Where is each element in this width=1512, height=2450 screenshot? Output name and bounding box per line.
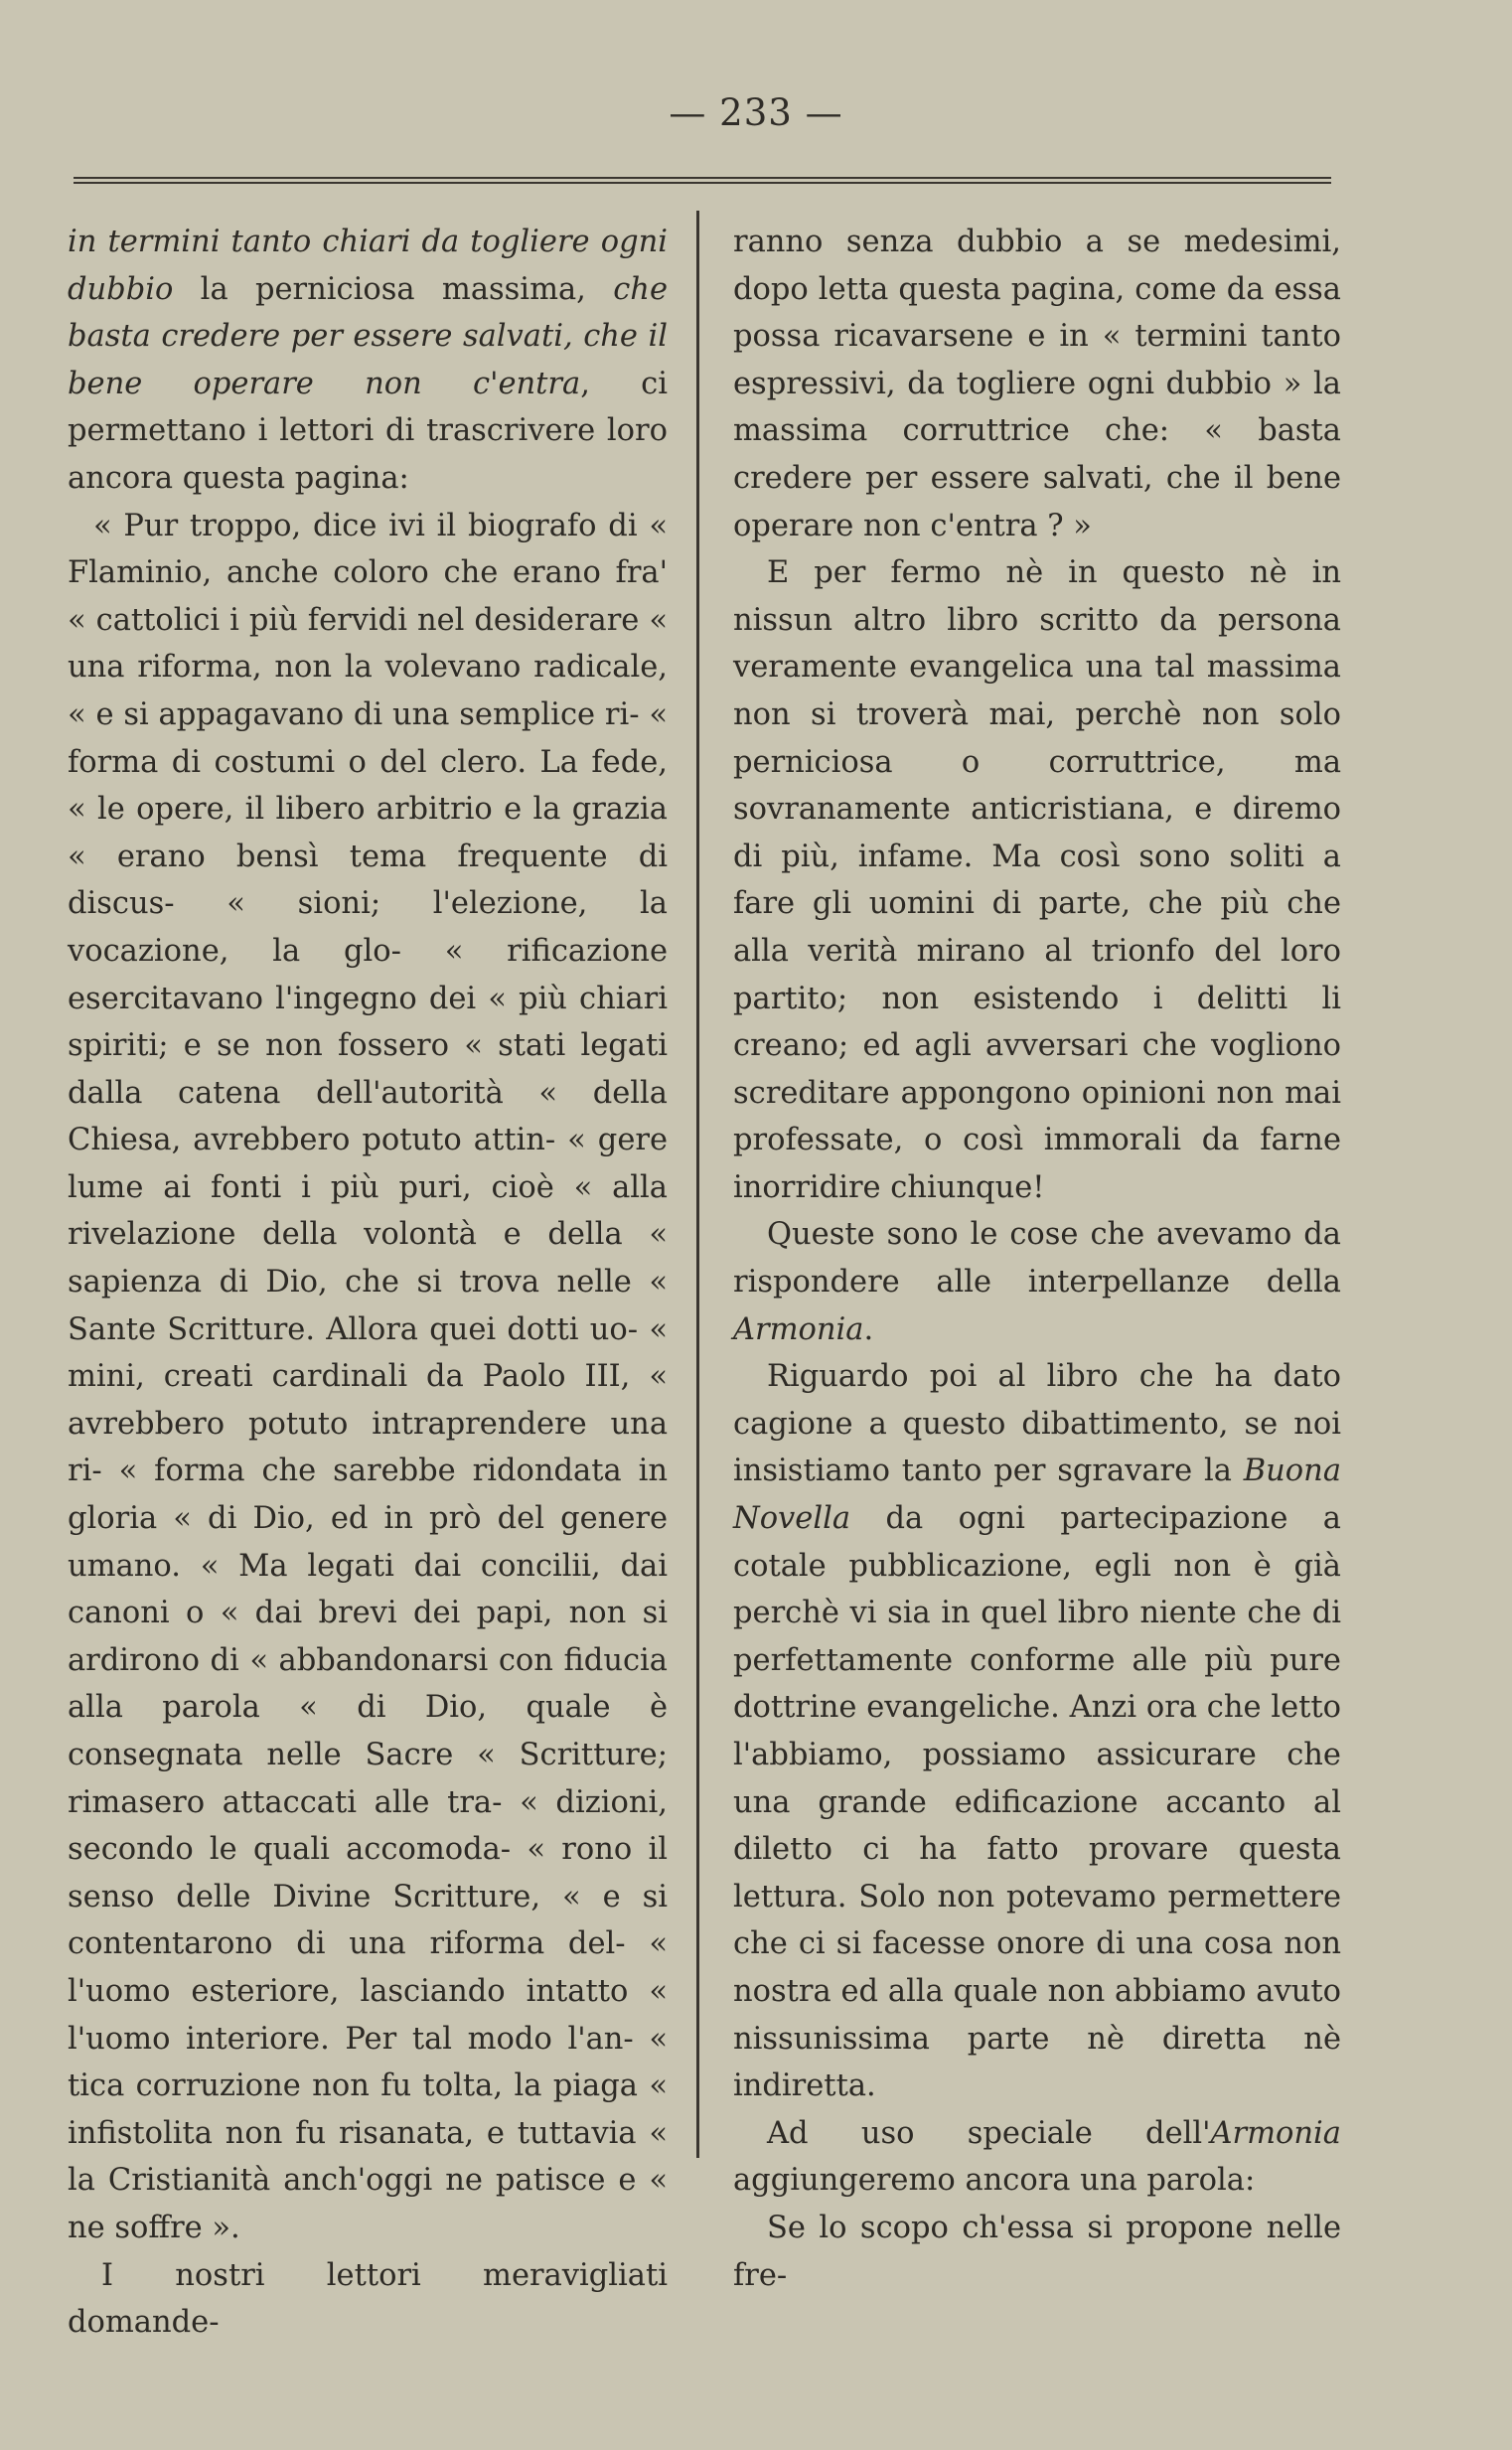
- italic-phrase: Armonia: [733, 1311, 864, 1347]
- left-paragraph-last: I nostri lettori meravigliati domande-: [68, 2257, 668, 2341]
- right-paragraph-2: E per fermo nè in questo nè in nissun altro libro scritto da persona veramente evangelica una tal massima non si troverà mai, perchè non solo perniciosa o corruttrice, ma sovranamente anticristiana, e diremo di più, infame. Ma così sono soliti a fare gli uomini di parte, che più che alla verità mirano al trionfo del loro partito; non esistendo i delitti li creano; ed agli avversari che vogliono screditare appongono opinioni non mai professate, o così immorali da farne inorridire chiunque!: [733, 555, 1341, 1205]
- italic-phrase: Buona Novella: [733, 1454, 1341, 1537]
- right-paragraph-6: Se lo scopo ch'essa si propone nelle fre-: [733, 2210, 1341, 2293]
- left-paragraph-intro: in termini tanto chiari da togliere ogni dubbio la perniciosa massima, che basta credere per essere salvati, che il bene operare non c'entra, ci permettano i lettori di trascrivere loro ancora questa pagina:: [68, 225, 668, 496]
- page-number: — 233 —: [669, 91, 843, 134]
- right-paragraph-5: Ad uso speciale dell'Armonia aggiungeremo ancora una parola:: [733, 2115, 1341, 2199]
- right-paragraph-3: Queste sono le cose che avevamo da rispondere alle interpellanze della Armonia.: [733, 1217, 1341, 1347]
- column-divider: [696, 211, 699, 2158]
- italic-phrase: Armonia: [1210, 2115, 1341, 2151]
- italic-phrase: che basta credere per essere salvati, che il bene operare non c'entra: [68, 271, 668, 401]
- right-paragraph-1: ranno senza dubbio a se medesimi, dopo letta questa pagina, come da essa possa ricavarsene e in « termini tanto espressivi, da togliere ogni dubbio » la massima corruttrice che: « basta credere per essere salvati, che il bene operare non c'entra ? »: [733, 225, 1341, 543]
- right-paragraph-4: Riguardo poi al libro che ha dato cagione a questo dibattimento, se noi insistiamo tanto per sgravare la Buona Novella da ogni partecipazione a cotale pubblicazione, egli non è già perchè vi sia in quel libro niente che di perfettamente conforme alle più pure dottrine evangeliche. Anzi ora che letto l'abbiamo, possiamo assicurare che una grande edificazione accanto al diletto ci ha fatto provare questa lettura. Solo non potevamo permettere che ci si facesse onore di una cosa non nostra ed alla quale non abbiamo avuto nissunissima parte nè diretta nè indiretta.: [733, 1359, 1341, 2104]
- right-column: [733, 219, 1341, 2299]
- left-quote: « Pur troppo, dice ivi il biografo di « Flaminio, anche coloro che erano fra' « cattolici i più fervidi nel desiderare « una riforma, non la volevano radicale, « e si appagavano di una semplice ri- « forma di costumi o del clero. La fede, « le opere, il libero arbitrio e la grazia « erano bensì tema frequente di discus- « sioni; l'elezione, la vocazione, la glo- « rificazione esercitavano l'ingegno dei « più chiari spiriti; e se non fossero « stati legati dalla catena dell'autorità « della Chiesa, avrebbero potuto attin- « gere lume ai fonti i più puri, cioè « alla rivelazione della volontà e della « sapienza di Dio, che si trova nelle « Sante Scritture. Allora quei dotti uo- « mini, creati cardinali da Paolo III, « avrebbero potuto intraprendere una ri- « forma che sarebbe ridondata in gloria « di Dio, ed in prò del genere umano. « Ma legati dai concilii, dai canoni o « dai brevi dei papi, non si ardirono di « abbandonarsi con fiducia alla parola « di Dio, quale è consegnata nelle Sacre « Scritture; rimasero attaccati alle tra- « dizioni, secondo le quali accomoda- « rono il senso delle Divine Scritture, « e si contentarono di una riforma del- « l'uomo esteriore, lasciando intatto « l'uomo interiore. Per tal modo l'an- « tica corruzione non fu tolta, la piaga « infistolita non fu risanata, e tuttavia « la Cristianità anch'oggi ne patisce e « ne soffre ».: [68, 508, 668, 2245]
- header-rule: [74, 177, 1331, 184]
- italic-phrase: in termini tanto chiari da togliere ogni dubbio: [68, 225, 668, 307]
- left-column: [68, 219, 668, 2347]
